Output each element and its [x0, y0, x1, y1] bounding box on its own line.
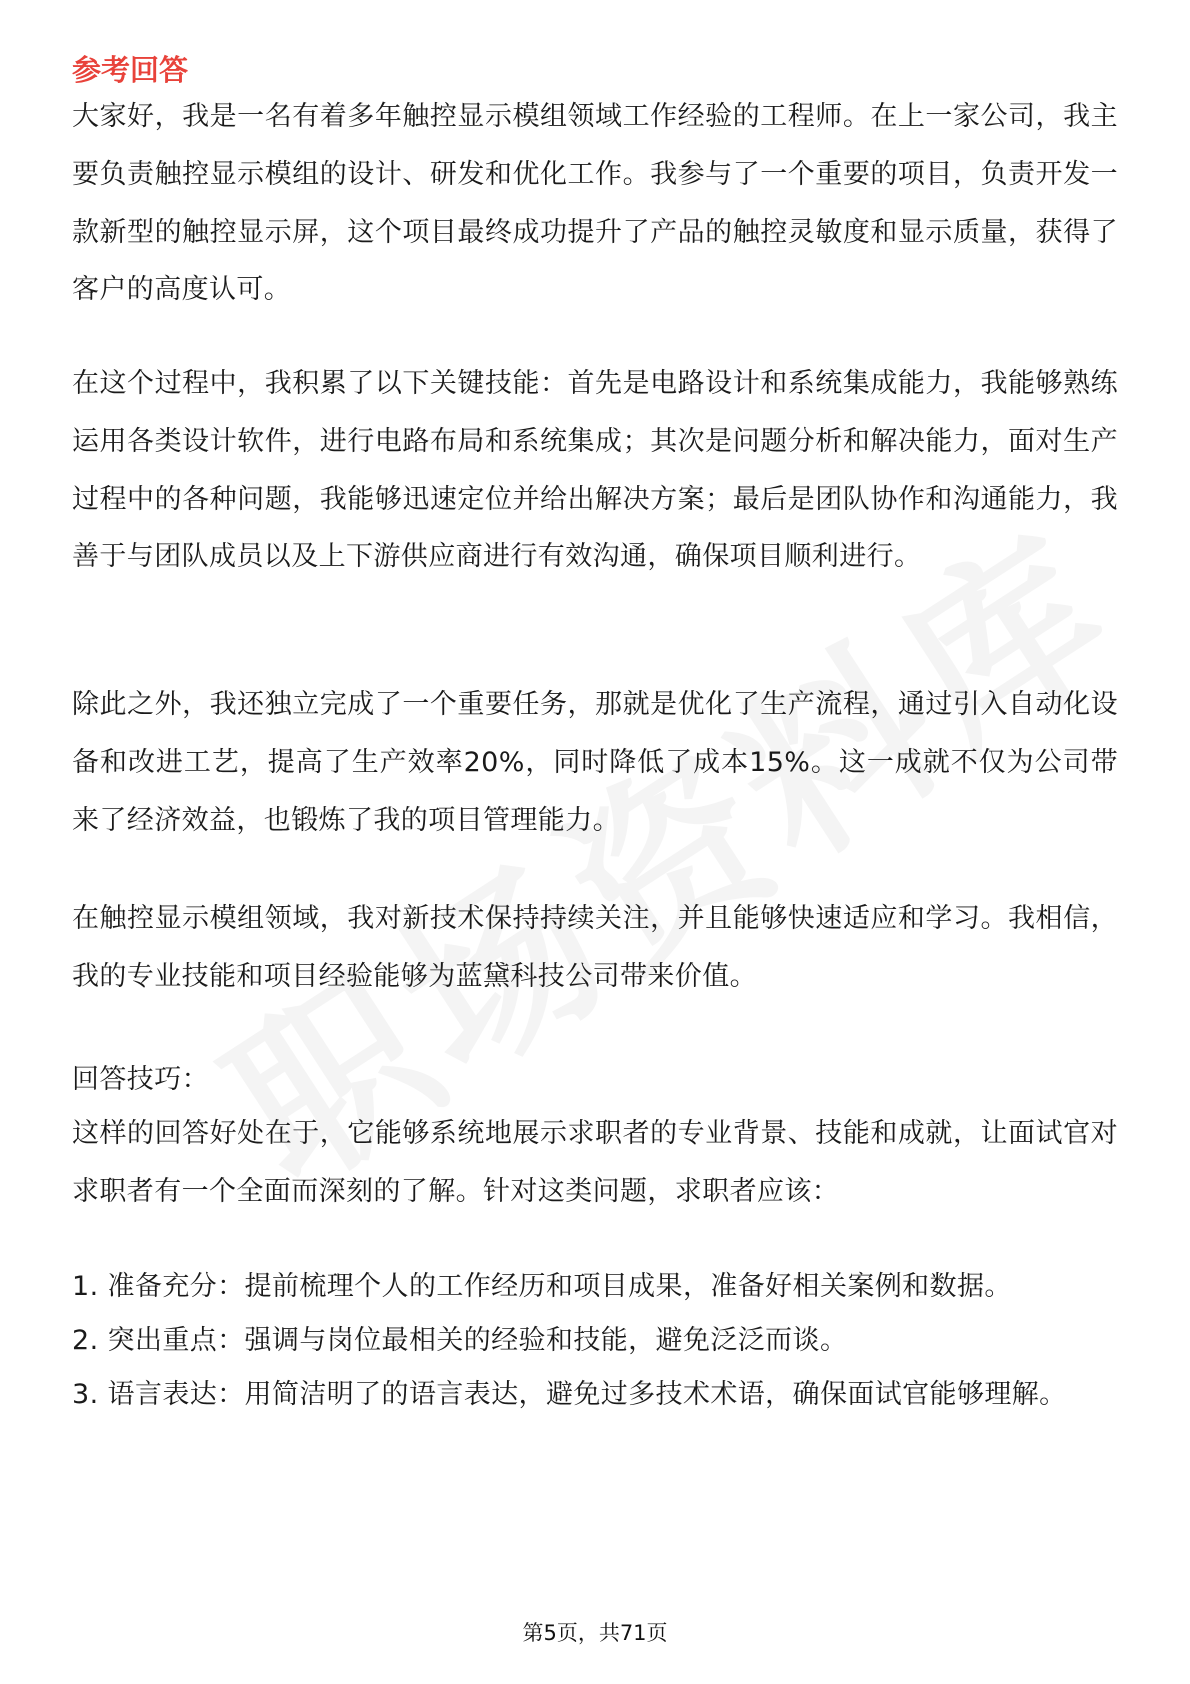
answer-paragraph-3: 除此之外，我还独立完成了一个重要任务，那就是优化了生产流程，通过引入自动化设备和改进工艺，提高了生产效率20%，同时降低了成本15%。这一成就不仅为公司带来了经济效益，也锻炼了我的项目管理能力。	[72, 689, 1118, 836]
answer-paragraph-1: 大家好，我是一名有着多年触控显示模组领域工作经验的工程师。在上一家公司，我主要负责触控显示模组的设计、研发和优化工作。我参与了一个重要的项目，负责开发一款新型的触控显示屏，这个项目最终成功提升了产品的触控灵敏度和显示质量，获得了客户的高度认可。	[72, 101, 1118, 306]
tip-item-2: 2. 突出重点：强调与岗位最相关的经验和技能，避免泛泛而谈。	[72, 1325, 848, 1356]
page-number: 第5页，共71页	[522, 1621, 668, 1645]
section-heading: 参考回答	[72, 53, 189, 87]
answer-paragraph-4: 在触控显示模组领域，我对新技术保持持续关注，并且能够快速适应和学习。我相信，我的专业技能和项目经验能够为蓝黛科技公司带来价值。	[72, 903, 1118, 992]
answer-paragraph-2: 在这个过程中，我积累了以下关键技能：首先是电路设计和系统集成能力，我能够熟练运用各类设计软件，进行电路布局和系统集成；其次是问题分析和解决能力，面对生产过程中的各种问题，我能够迅速定位并给出解决方案；最后是团队协作和沟通能力，我善于与团队成员以及上下游供应商进行有效沟通，确保项目顺利进行。	[72, 368, 1118, 573]
tip-item-3: 3. 语言表达：用简洁明了的语言表达，避免过多技术术语，确保面试官能够理解。	[72, 1379, 1067, 1410]
tip-item-1: 1. 准备充分：提前梳理个人的工作经历和项目成果，准备好相关案例和数据。	[72, 1271, 1012, 1302]
tips-label: 回答技巧：	[72, 1064, 209, 1095]
tips-intro: 这样的回答好处在于，它能够系统地展示求职者的专业背景、技能和成就，让面试官对求职者有一个全面而深刻的了解。针对这类问题，求职者应该：	[72, 1118, 1118, 1207]
